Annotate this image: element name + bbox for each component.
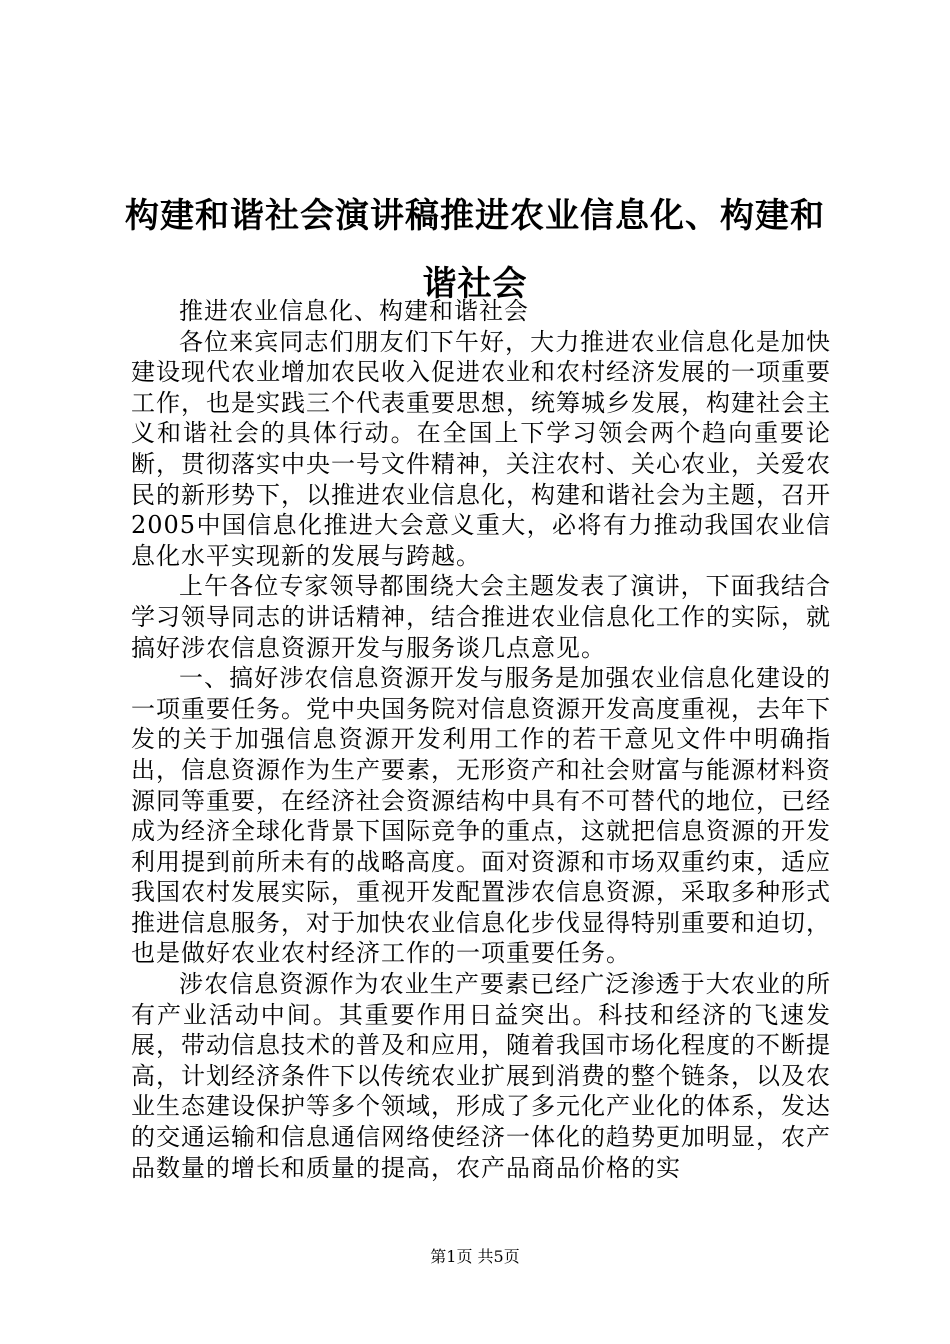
paragraph-greeting: 各位来宾同志们朋友们下午好，大力推进农业信息化是加快建设现代农业增加农民收入促进农业和农村经济发展的一项重要工作，也是实践三个代表重要思想，统筹城乡发展，构建社会主义和谐社会的具体行动。在全国上下学习领会两个趋向重要论断，贯彻落实中央一号文件精神，关注农村、关心农业，关爱农民的新形势下，以推进农业信息化，构建和谐社会为主题，召开2005中国信息化推进大会意义重大，必将有力推动我国农业信息化水平实现新的发展与跨越。 [131,327,831,570]
paragraph-intro: 上午各位专家领导都围绕大会主题发表了演讲，下面我结合学习领导同志的讲话精神，结合推进农业信息化工作的实际，就搞好涉农信息资源开发与服务谈几点意见。 [131,572,831,662]
page-number-footer: 第1页 共5页 [430,1247,520,1266]
paragraph-resources: 涉农信息资源作为农业生产要素已经广泛渗透于大农业的所有产业活动中间。其重要作用日益突出。科技和经济的飞速发展，带动信息技术的普及和应用，随着我国市场化程度的不断提高，计划经济条件下以传统农业扩展到消费的整个链条，以及农业生态建设保护等多个领域，形成了多元化产业化的体系，发达的交通运输和信息通信网络使经济一体化的趋势更加明显，农产品数量的增长和质量的提高，农产品商品价格的实 [131,970,831,1182]
subtitle-paragraph: 推进农业信息化、构建和谐社会 [179,297,529,325]
document-body [131,296,831,1183]
document-title: 构建和谐社会演讲稿推进农业信息化、构建和谐社会 [125,196,825,304]
paragraph-section-one: 一、搞好涉农信息资源开发与服务是加强农业信息化建设的一项重要任务。党中央国务院对信息资源开发高度重视，去年下发的关于加强信息资源开发利用工作的若干意见文件中明确指出，信息资源作为生产要素，无形资产和社会财富与能源材料资源同等重要，在经济社会资源结构中具有不可替代的地位，已经成为经济全球化背景下国际竞争的重点，这就把信息资源的开发利用提到前所未有的战略高度。面对资源和市场双重约束，适应我国农村发展实际，重视开发配置涉农信息资源，采取多种形式推进信息服务，对于加快农业信息化步伐显得特别重要和迫切，也是做好农业农村经济工作的一项重要任务。 [131,664,831,968]
